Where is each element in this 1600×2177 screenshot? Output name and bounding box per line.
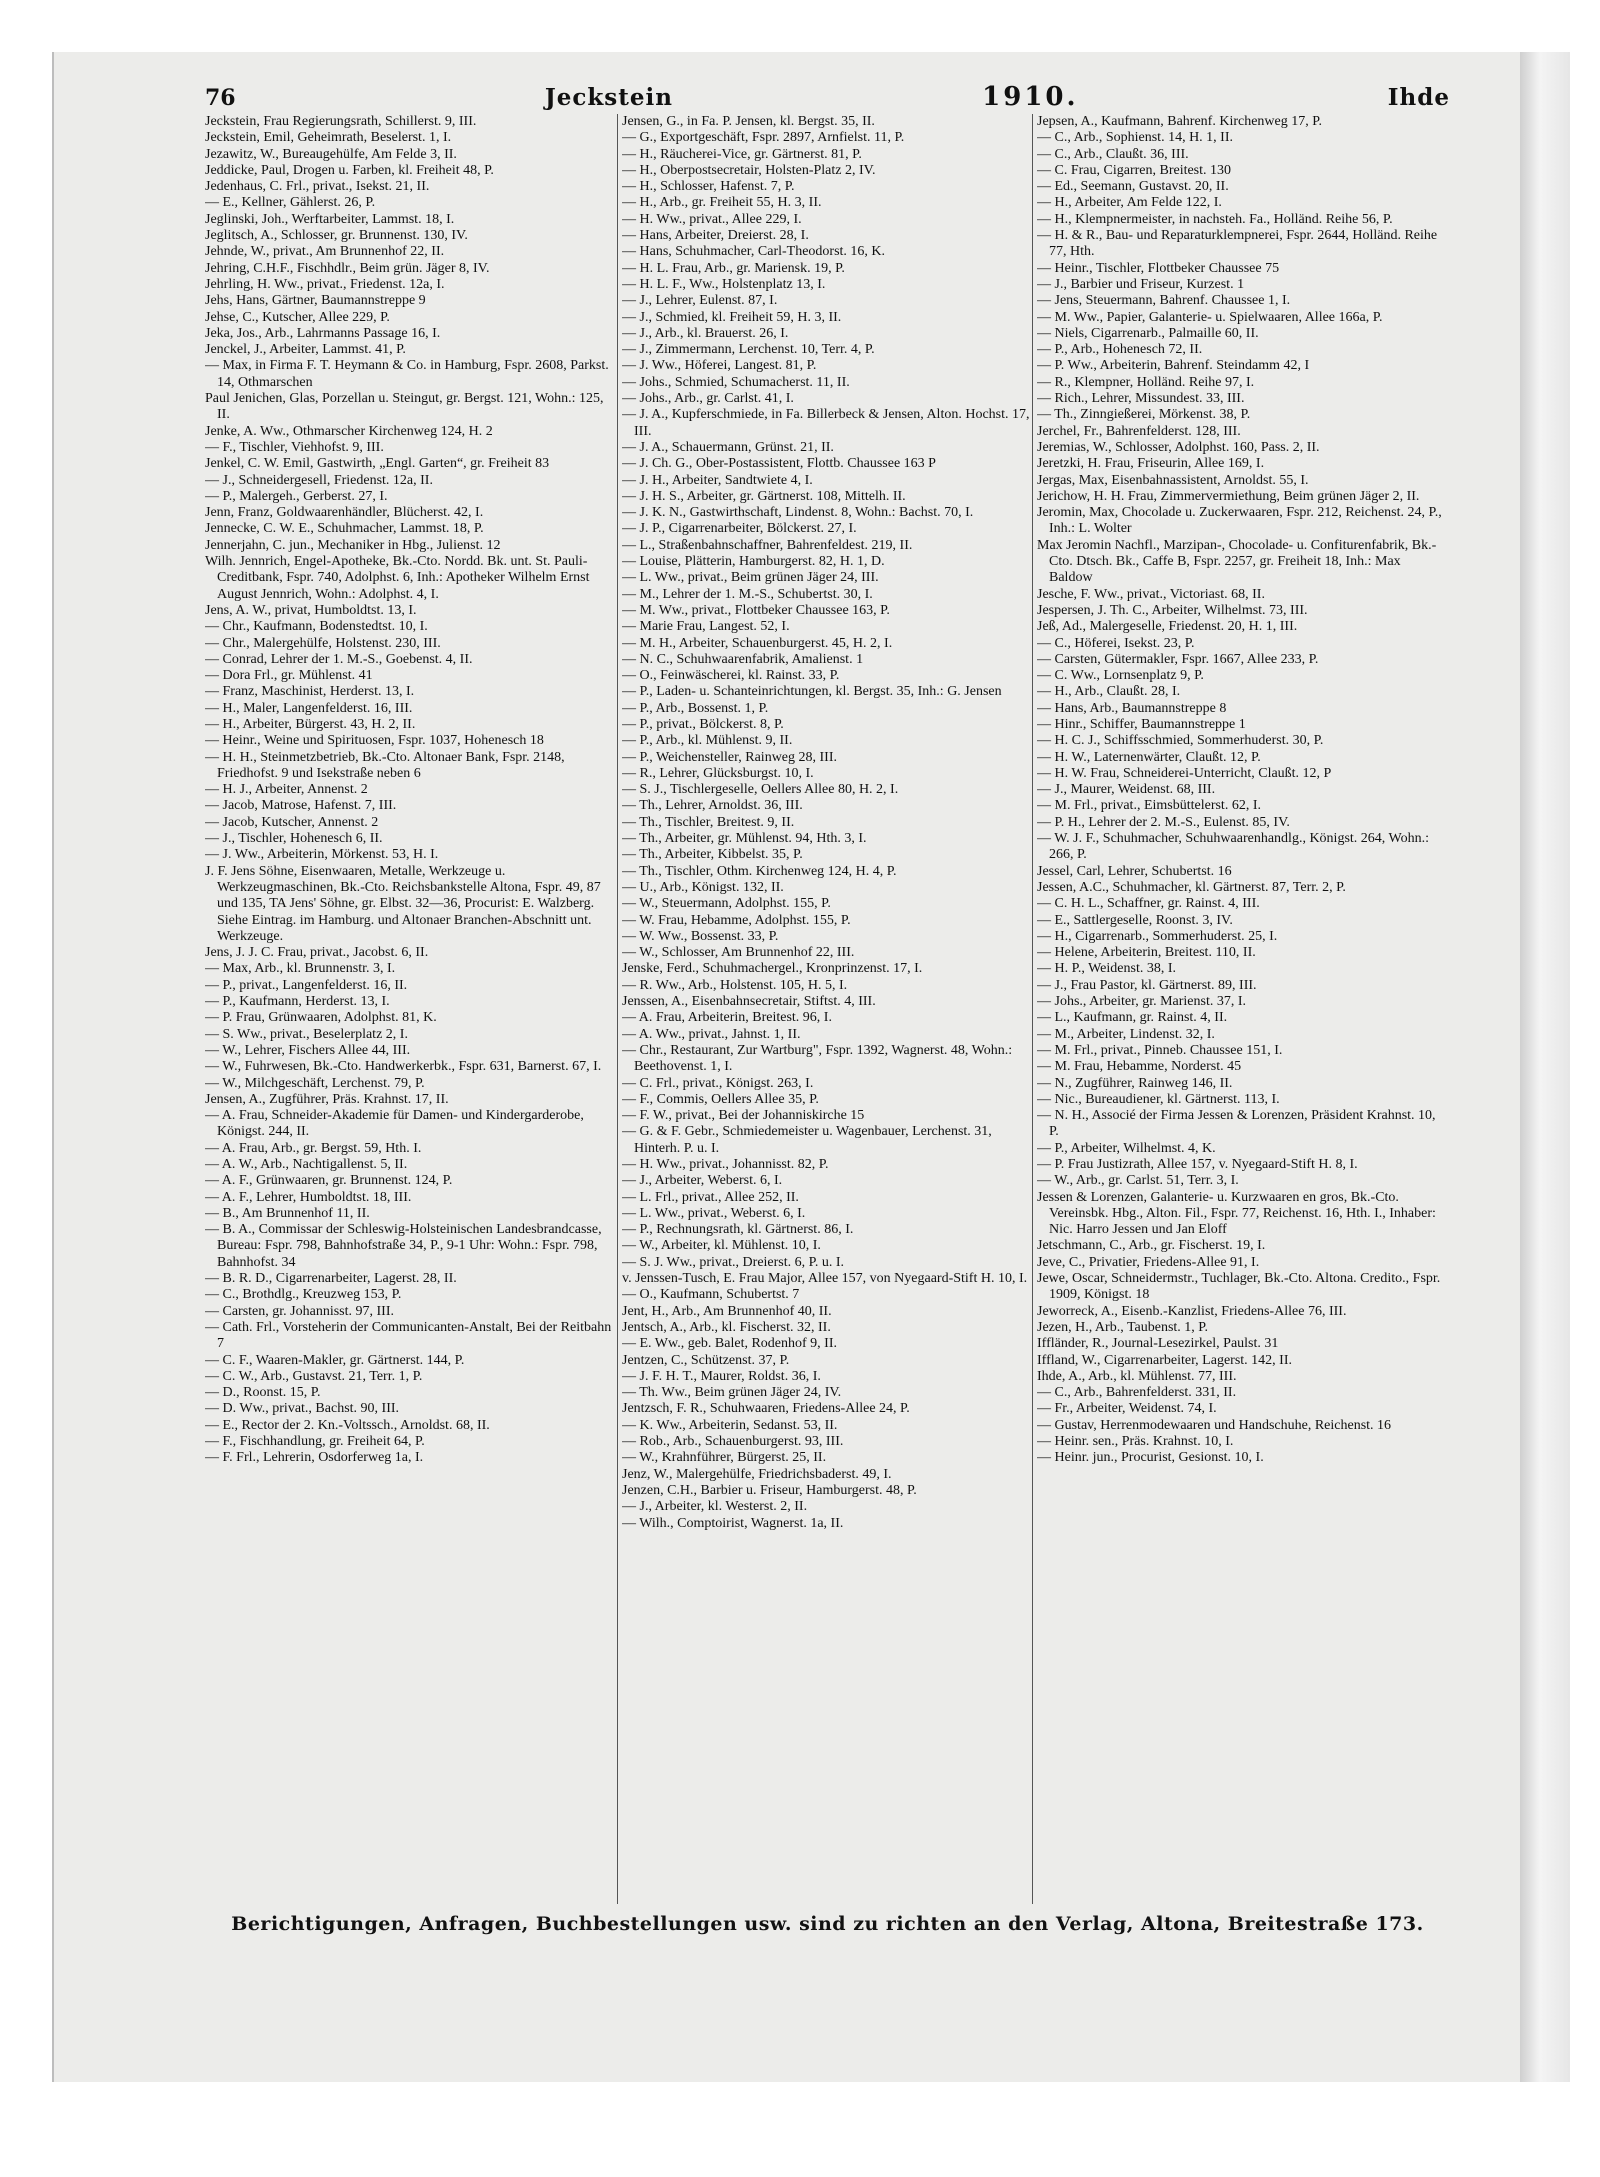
directory-entry: Jeve, C., Privatier, Friedens-Allee 91, I. <box>1037 1254 1260 1270</box>
directory-entry: Jentsch, A., Arb., kl. Fischerst. 32, II. <box>622 1319 831 1335</box>
directory-entry: — R., Lehrer, Glücksburgst. 10, I. <box>622 765 814 781</box>
directory-entry: — Jacob, Kutscher, Annenst. 2 <box>205 814 379 830</box>
directory-entry: — A. Frau, Schneider-Akademie für Damen- und Kindergarderobe, Königst. 244, II. <box>205 1108 584 1140</box>
directory-entry: — Heinr., Tischler, Flottbeker Chaussee 75 <box>1037 260 1280 276</box>
directory-entry: — W., Lehrer, Fischers Allee 44, III. <box>205 1042 411 1058</box>
binding-edge <box>1520 52 1570 2082</box>
directory-entry: — L. Ww., privat., Weberst. 6, I. <box>622 1205 806 1221</box>
directory-entry: — L. Frl., privat., Allee 252, II. <box>622 1189 799 1205</box>
directory-entry: Jespersen, J. Th. C., Arbeiter, Wilhelmst. 73, III. <box>1037 602 1308 618</box>
directory-entry: — Dora Frl., gr. Mühlenst. 41 <box>205 668 373 684</box>
directory-entry: — H. L. F., Ww., Holstenplatz 13, I. <box>622 276 826 292</box>
directory-entry: — C., Arb., Claußt. 36, III. <box>1037 146 1189 162</box>
directory-entry: — J., Lehrer, Eulenst. 87, I. <box>622 293 778 309</box>
directory-entry: — E. Ww., geb. Balet, Rodenhof 9, II. <box>622 1336 838 1352</box>
directory-entry: — M., Arbeiter, Lindenst. 32, I. <box>1037 1026 1215 1042</box>
directory-entry: — O., Kaufmann, Schubertst. 7 <box>622 1287 800 1303</box>
directory-entry: — R. Ww., Arb., Holstenst. 105, H. 5, I. <box>622 977 848 993</box>
directory-entry: — C., Arb., Sophienst. 14, H. 1, II. <box>1037 130 1233 146</box>
directory-entry: — P., privat., Bölckerst. 8, P. <box>622 716 784 732</box>
directory-entry: — G. & F. Gebr., Schmiedemeister u. Wagenbauer, Lerchenst. 31, Hinterh. P. u. I. <box>622 1124 992 1156</box>
directory-column-3 <box>1037 114 1447 1904</box>
directory-entry: v. Jenssen-Tusch, E. Frau Major, Allee 157, von Nyegaard-Stift H. 10, I. <box>622 1271 1028 1287</box>
directory-entry: — M., Lehrer der 1. M.-S., Schubertst. 30, I. <box>622 586 873 602</box>
directory-entry: Jennecke, C. W. E., Schuhmacher, Lammst. 18, P. <box>205 521 484 537</box>
directory-entry: Jenz, W., Malergehülfe, Friedrichsbaderst. 49, I. <box>622 1466 892 1482</box>
directory-entry: — H. H., Steinmetzbetrieb, Bk.-Cto. Altonaer Bank, Fspr. 2148, Friedhofst. 9 und Isekstraße neben 6 <box>205 749 565 781</box>
directory-entry: — A. F., Grünwaaren, gr. Brunnenst. 124, P. <box>205 1173 453 1189</box>
directory-entry: — M. Ww., privat., Flottbeker Chaussee 163, P. <box>622 602 890 618</box>
directory-entry: Jerichow, H. H. Frau, Zimmervermiethung, Beim grünen Jäger 2, II. <box>1037 488 1420 504</box>
directory-entry: — L. Ww., privat., Beim grünen Jäger 24, III. <box>622 570 879 586</box>
directory-entry: — P., Malergeh., Gerberst. 27, I. <box>205 488 388 504</box>
directory-entry: Jeglinski, Joh., Werftarbeiter, Lammst. 18, I. <box>205 211 455 227</box>
directory-entry: Jetschmann, C., Arb., gr. Fischerst. 19, I. <box>1037 1238 1266 1254</box>
directory-entry: — W., Schlosser, Am Brunnenhof 22, III. <box>622 945 855 961</box>
directory-entry: Jesche, F. Ww., privat., Victoriast. 68, II. <box>1037 586 1265 602</box>
directory-entry: Jens, J. J. C. Frau, privat., Jacobst. 6, II. <box>205 945 429 961</box>
directory-entry: — W., Krahnführer, Bürgerst. 25, II. <box>622 1450 827 1466</box>
directory-entry: — Jacob, Matrose, Hafenst. 7, III. <box>205 798 397 814</box>
directory-column-2 <box>622 114 1032 1904</box>
column-divider <box>617 114 618 1904</box>
directory-entry: — Jens, Steuermann, Bahrenf. Chaussee 1, I. <box>1037 293 1291 309</box>
directory-entry: Jehse, C., Kutscher, Allee 229, P. <box>205 309 390 325</box>
directory-entry: Jehs, Hans, Gärtner, Baumannstreppe 9 <box>205 293 426 309</box>
directory-entry: — B. R. D., Cigarrenarbeiter, Lagerst. 28, II. <box>205 1271 457 1287</box>
directory-entry: — U., Arb., Königst. 132, II. <box>622 879 784 895</box>
page-header <box>205 82 1450 112</box>
directory-entry: Jenssen, A., Eisenbahnsecretair, Stiftst. 4, III. <box>622 994 876 1010</box>
directory-entry: — A. Frau, Arb., gr. Bergst. 59, Hth. I. <box>205 1140 422 1156</box>
directory-entry: — Max, Arb., kl. Brunnenstr. 3, I. <box>205 961 396 977</box>
directory-entry: — C. Ww., Lornsenplatz 9, P. <box>1037 668 1204 684</box>
directory-entry: — M. Frl., privat., Eimsbüttelerst. 62, I. <box>1037 798 1261 814</box>
directory-entry: — A. Frau, Arbeiterin, Breitest. 96, I. <box>622 1010 832 1026</box>
column-divider <box>1032 114 1033 1904</box>
directory-entry: — P., privat., Langenfelderst. 16, II. <box>205 977 408 993</box>
directory-entry: Jeretzki, H. Frau, Friseurin, Allee 169, I. <box>1037 456 1265 472</box>
directory-entry: Jenckel, J., Arbeiter, Lammst. 41, P. <box>205 342 406 358</box>
directory-entry: — J., Tischler, Hohenesch 6, II. <box>205 831 383 847</box>
directory-entry: — J. K. N., Gastwirthschaft, Lindenst. 8, Wohn.: Bachst. 70, I. <box>622 505 974 521</box>
directory-entry: — Chr., Restaurant, Zur Wartburg", Fspr. 1392, Wagnerst. 48, Wohn.: Beethovenst. 1, I. <box>622 1042 1013 1075</box>
directory-entry: — J. P., Cigarrenarbeiter, Bölckerst. 27, I. <box>622 521 857 537</box>
directory-entry: — Niels, Cigarrenarb., Palmaille 60, II. <box>1037 325 1259 341</box>
directory-entry: — Hans, Arbeiter, Dreierst. 28, I. <box>622 228 809 244</box>
directory-entry: Wilh. Jennrich, Engel-Apotheke, Bk.-Cto. Nordd. Bk. unt. St. Pauli-Creditbank, Fspr. 740, Adolphst. 6, Inh.: Apotheker Wilhelm Ernst August Jennrich, Wohn.: Adolphst. 4, I. <box>205 554 590 602</box>
directory-entry: — Cath. Frl., Vorsteherin der Communicanten-Anstalt, Bei der Reitbahn 7 <box>205 1319 612 1352</box>
directory-entry: — H., Arbeiter, Am Felde 122, I. <box>1037 195 1222 211</box>
directory-entry: — C. W., Arb., Gustavst. 21, Terr. 1, P. <box>205 1368 423 1384</box>
directory-entry: Jehrling, H. Ww., privat., Friedenst. 12a, I. <box>205 276 445 292</box>
directory-entry: Jentzsch, F. R., Schuhwaaren, Friedens-Allee 24, P. <box>622 1401 910 1417</box>
directory-entry: — Louise, Plätterin, Hamburgerst. 82, H. 1, D. <box>622 554 885 570</box>
publisher-footer: Berichtigungen, Anfragen, Buchbestellungen usw. sind zu richten an den Verlag, Altona, Breitestraße 173. <box>231 1913 1424 1935</box>
directory-entry: — H., Arbeiter, Bürgerst. 43, H. 2, II. <box>205 716 416 732</box>
directory-entry: — Heinr. jun., Procurist, Gesionst. 10, I. <box>1037 1450 1264 1466</box>
directory-entry: — F., Commis, Oellers Allee 35, P. <box>622 1091 819 1107</box>
directory-entry: — L., Straßenbahnschaffner, Bahrenfeldest. 219, II. <box>622 537 913 553</box>
directory-entry: — J., Barbier und Friseur, Kurzest. 1 <box>1037 276 1245 292</box>
header-right-word: Ihde <box>1387 84 1450 111</box>
header-left-word: Jeckstein <box>544 84 673 111</box>
directory-entry: Jeglitsch, A., Schlosser, gr. Brunnenst. 130, IV. <box>205 228 468 244</box>
directory-entry: — Ed., Seemann, Gustavst. 20, II. <box>1037 179 1229 195</box>
directory-entry: — F. Frl., Lehrerin, Osdorferweg 1a, I. <box>205 1450 424 1466</box>
page-number: 76 <box>205 85 236 111</box>
directory-entry: — W. Frau, Hebamme, Adolphst. 155, P. <box>622 912 851 928</box>
directory-entry: — Th., Tischler, Othm. Kirchenweg 124, H. 4, P. <box>622 863 897 879</box>
directory-entry: — H. W. Frau, Schneiderei-Unterricht, Claußt. 12, P <box>1037 765 1332 781</box>
directory-entry: Jeka, Jos., Arb., Lahrmanns Passage 16, I. <box>205 325 441 341</box>
directory-entry: — N. H., Associé der Firma Jessen & Lorenzen, Präsident Krahnst. 10, P. <box>1037 1108 1436 1140</box>
directory-entry: — Carsten, Gütermakler, Fspr. 1667, Allee 233, P. <box>1037 651 1319 667</box>
directory-entry: Jergas, Max, Eisenbahnassistent, Arnoldst. 55, I. <box>1037 472 1309 488</box>
directory-entry: — J., Schmied, kl. Freiheit 59, H. 3, II. <box>622 309 842 325</box>
directory-entry: — Max, in Firma F. T. Heymann & Co. in Hamburg, Fspr. 2608, Parkst. 14, Othmarschen <box>205 358 609 390</box>
directory-entry: Jeromin, Max, Chocolade u. Zuckerwaaren, Fspr. 212, Reichenst. 24, P., Inh.: L. Wolter <box>1037 505 1442 537</box>
directory-entry: — P., Weichensteller, Rainweg 28, III. <box>622 749 838 765</box>
directory-entry: Jentzen, C., Schützenst. 37, P. <box>622 1352 790 1368</box>
directory-entry: — H., Arb., Claußt. 28, I. <box>1037 684 1181 700</box>
directory-entry: — Johs., Arb., gr. Carlst. 41, I. <box>622 391 794 407</box>
directory-entry: — J. H. S., Arbeiter, gr. Gärtnerst. 108, Mittelh. II. <box>622 488 906 504</box>
directory-entry: — E., Kellner, Gählerst. 26, P. <box>205 195 376 211</box>
directory-entry: Iffländer, R., Journal-Lesezirkel, Paulst. 31 <box>1037 1336 1279 1352</box>
directory-entry: Jessen & Lorenzen, Galanterie- u. Kurzwaaren en gros, Bk.-Cto. Vereinsbk. Hbg., Alton. Fil., Fspr. 77, Reichenst. 16, Hth. I., Inhaber: Nic. Harro Jessen und Jan Eloff <box>1037 1189 1436 1238</box>
directory-entry: — Heinr. sen., Präs. Krahnst. 10, I. <box>1037 1434 1234 1450</box>
directory-entry: Jens, A. W., privat, Humboldtst. 13, I. <box>205 602 417 618</box>
directory-entry: — Th., Zinngießerei, Mörkenst. 38, P. <box>1037 407 1251 423</box>
directory-entry: — H., Räucherei-Vice, gr. Gärtnerst. 81, P. <box>622 146 862 162</box>
directory-entry: — Nic., Bureaudiener, kl. Gärtnerst. 113, I. <box>1037 1091 1280 1107</box>
header-year: 1910. <box>982 82 1079 112</box>
directory-entry: — J., Arbeiter, kl. Westerst. 2, II. <box>622 1499 808 1515</box>
directory-entry: — Gustav, Herrenmodewaaren und Handschuhe, Reichenst. 16 <box>1037 1417 1392 1433</box>
directory-entry: — Hans, Schuhmacher, Carl-Theodorst. 16, K. <box>622 244 886 260</box>
directory-entry: Jenkel, C. W. Emil, Gastwirth, „Engl. Garten“, gr. Freiheit 83 <box>205 456 550 472</box>
directory-entry: — P., Kaufmann, Herderst. 13, I. <box>205 994 390 1010</box>
directory-entry: — Johs., Arbeiter, gr. Marienst. 37, I. <box>1037 994 1247 1010</box>
directory-entry: — P., Arbeiter, Wilhelmst. 4, K. <box>1037 1140 1216 1156</box>
directory-entry: — J. Ww., Arbeiterin, Mörkenst. 53, H. I. <box>205 847 439 863</box>
directory-entry: — C., Höferei, Isekst. 23, P. <box>1037 635 1195 651</box>
directory-entry: — P., Rechnungsrath, kl. Gärtnerst. 86, I. <box>622 1222 854 1238</box>
directory-entry: — P., Laden- u. Schanteinrichtungen, kl. Bergst. 35, Inh.: G. Jensen <box>622 684 1002 700</box>
directory-entry: — E., Sattlergeselle, Roonst. 3, IV. <box>1037 912 1233 928</box>
directory-entry: — Franz, Maschinist, Herderst. 13, I. <box>205 684 415 700</box>
directory-entry: — W. J. F., Schuhmacher, Schuhwaarenhandlg., Königst. 264, Wohn.: 266, P. <box>1037 831 1430 863</box>
directory-entry: Iffland, W., Cigarrenarbeiter, Lagerst. 142, II. <box>1037 1352 1292 1368</box>
directory-entry: — J. Ch. G., Ober-Postassistent, Flottb. Chaussee 163 P <box>622 456 936 472</box>
directory-entry: — H., Maler, Langenfelderst. 16, III. <box>205 700 413 716</box>
directory-entry: — N., Zugführer, Rainweg 146, II. <box>1037 1075 1233 1091</box>
directory-entry: — Rob., Arb., Schauenburgerst. 93, III. <box>622 1434 844 1450</box>
directory-entry: Jehring, C.H.F., Fischhdlr., Beim grün. Jäger 8, IV. <box>205 260 490 276</box>
directory-entry: Jeckstein, Emil, Geheimrath, Beselerst. 1, I. <box>205 130 452 146</box>
directory-entry: — F., Fischhandlung, gr. Freiheit 64, P. <box>205 1434 425 1450</box>
directory-entry: — F. W., privat., Bei der Johanniskirche 15 <box>622 1108 865 1124</box>
directory-entry: — H., Klempnermeister, in nachsteh. Fa., Holländ. Reihe 56, P. <box>1037 211 1393 227</box>
directory-entry: — H. Ww., privat., Johannisst. 82, P. <box>622 1157 829 1172</box>
directory-entry: Jerchel, Fr., Bahrenfelderst. 128, III. <box>1037 423 1241 439</box>
directory-entry: — H. P., Weidenst. 38, I. <box>1037 961 1177 977</box>
directory-entry: — M. Frl., privat., Pinneb. Chaussee 151, I. <box>1037 1042 1283 1058</box>
directory-entry: — J., Arb., kl. Brauerst. 26, I. <box>622 325 789 341</box>
directory-entry: — S. Ww., privat., Beselerplatz 2, I. <box>205 1026 408 1042</box>
directory-entry: — N. C., Schuhwaarenfabrik, Amalienst. 1 <box>622 651 864 667</box>
directory-entry: — J., Frau Pastor, kl. Gärtnerst. 89, III. <box>1037 977 1257 993</box>
directory-entry: — Chr., Kaufmann, Bodenstedtst. 10, I. <box>205 619 428 635</box>
directory-entry: — C., Arb., Bahrenfelderst. 331, II. <box>1037 1385 1237 1401</box>
directory-entry: — O., Feinwäscherei, kl. Rainst. 33, P. <box>622 668 840 684</box>
directory-column-1 <box>205 114 615 1904</box>
directory-entry: — Chr., Malergehülfe, Holstenst. 230, III. <box>205 635 441 651</box>
directory-entry: Ihde, A., Arb., kl. Mühlenst. 77, III. <box>1037 1368 1237 1384</box>
directory-entry: Jeremias, W., Schlosser, Adolphst. 160, Pass. 2, II. <box>1037 439 1320 455</box>
directory-entry: — K. Ww., Arbeiterin, Sedanst. 53, II. <box>622 1417 838 1433</box>
directory-entry: — C. Frl., privat., Königst. 263, I. <box>622 1075 814 1091</box>
directory-entry: — J. A., Kupferschmiede, in Fa. Billerbeck & Jensen, Alton. Hochst. 17, III. <box>622 407 1030 439</box>
directory-entry: — M. Frau, Hebamme, Norderst. 45 <box>1037 1059 1242 1075</box>
directory-entry: — Th., Lehrer, Arnoldst. 36, III. <box>622 798 803 814</box>
directory-entry: Jeworreck, A., Eisenb.-Kanzlist, Friedens-Allee 76, III. <box>1037 1303 1347 1319</box>
directory-entry: — B. A., Commissar der Schleswig-Holsteinischen Landesbrandcasse, Bureau: Fspr. 798, Bahnhofstraße 34, P., 9-1 Uhr: Wohn.: Fspr. 798, Bahnhofst. 34 <box>205 1222 602 1270</box>
directory-entry: — P. Frau, Grünwaaren, Adolphst. 81, K. <box>205 1010 437 1026</box>
directory-entry: Jeckstein, Frau Regierungsrath, Schillerst. 9, III. <box>205 114 477 129</box>
directory-entry: Jennerjahn, C. jun., Mechaniker in Hbg., Julienst. 12 <box>205 537 501 553</box>
directory-entry: — H. & R., Bau- und Reparaturklempnerei, Fspr. 2644, Holländ. Reihe 77, Hth. <box>1037 228 1438 260</box>
directory-entry: — Carsten, gr. Johannisst. 97, III. <box>205 1303 394 1319</box>
directory-entry: — Johs., Schmied, Schumacherst. 11, II. <box>622 374 850 390</box>
directory-entry: — P., Arb., Bossenst. 1, P. <box>622 700 769 716</box>
directory-entry: — J. F. H. T., Maurer, Roldst. 36, I. <box>622 1368 821 1384</box>
directory-entry: J. F. Jens Söhne, Eisenwaaren, Metalle, Werkzeuge u. Werkzeugmaschinen, Bk.-Cto. Reichsbankstelle Altona, Fspr. 49, 87 und 135, TA Jens' Söhne, gr. Elbst. 32—36, Procurist: E. Walzberg. Siehe Eintrag. im Hamburg. und Altonaer Branchen-Abschnitt unt. Werkzeuge. <box>205 863 601 944</box>
directory-entry: — D., Roonst. 15, P. <box>205 1385 321 1401</box>
directory-entry: — H. W., Laternenwärter, Claußt. 12, P. <box>1037 749 1261 765</box>
directory-entry: Jenke, A. Ww., Othmarscher Kirchenweg 124, H. 2 <box>205 423 493 439</box>
directory-entry: — P., Arb., Hohenesch 72, II. <box>1037 342 1203 358</box>
directory-entry: — D. Ww., privat., Bachst. 90, III. <box>205 1401 400 1417</box>
directory-entry: — J. H., Arbeiter, Sandtwiete 4, I. <box>622 472 813 488</box>
directory-entry: Jent, H., Arb., Am Brunnenhof 40, II. <box>622 1303 832 1319</box>
directory-entry: — M. Ww., Papier, Galanterie- u. Spielwaaren, Allee 166a, P. <box>1037 309 1383 325</box>
directory-entry: Jezen, H., Arb., Taubenst. 1, P. <box>1037 1319 1209 1335</box>
directory-entry: Jepsen, A., Kaufmann, Bahrenf. Kirchenweg 17, P. <box>1037 114 1322 129</box>
directory-entry: — P. Ww., Arbeiterin, Bahrenf. Steindamm 42, I <box>1037 358 1310 374</box>
directory-entry: — B., Am Brunnenhof 11, II. <box>205 1205 370 1221</box>
directory-entry: Jedenhaus, C. Frl., privat., Isekst. 21, II. <box>205 179 430 195</box>
directory-entry: Jeddicke, Paul, Drogen u. Farben, kl. Freiheit 48, P. <box>205 162 494 178</box>
directory-entry: — W. Ww., Bossenst. 33, P. <box>622 928 779 944</box>
directory-entry: — W., Arb., gr. Carlst. 51, Terr. 3, I. <box>1037 1173 1239 1189</box>
directory-entry: Jenn, Franz, Goldwaarenhändler, Blücherst. 42, I. <box>205 505 484 521</box>
directory-entry: Jewe, Oscar, Schneidermstr., Tuchlager, Bk.-Cto. Altona. Credito., Fspr. 1909, Königst. 18 <box>1037 1271 1441 1303</box>
directory-entry: — H. J., Arbeiter, Annenst. 2 <box>205 782 368 798</box>
directory-entry: — H., Arb., gr. Freiheit 55, H. 3, II. <box>622 195 822 211</box>
directory-entry: — W., Milchgeschäft, Lerchenst. 79, P. <box>205 1075 425 1091</box>
directory-entry: — P., Arb., kl. Mühlenst. 9, II. <box>622 733 793 749</box>
directory-entry: — H., Cigarrenarb., Sommerhuderst. 25, I. <box>1037 928 1278 944</box>
directory-entry: — Th., Tischler, Breitest. 9, II. <box>622 814 795 830</box>
directory-entry: — Hans, Arb., Baumannstreppe 8 <box>1037 700 1227 716</box>
directory-entry: — J., Arbeiter, Weberst. 6, I. <box>622 1173 783 1189</box>
directory-entry: — W., Fuhrwesen, Bk.-Cto. Handwerkerbk., Fspr. 631, Barnerst. 67, I. <box>205 1059 602 1075</box>
directory-entry: Jessen, A.C., Schuhmacher, kl. Gärtnerst. 87, Terr. 2, P. <box>1037 879 1346 895</box>
directory-entry: — W., Steuermann, Adolphst. 155, P. <box>622 896 831 912</box>
directory-entry: Jessel, Carl, Lehrer, Schubertst. 16 <box>1037 863 1232 879</box>
directory-entry: — G., Exportgeschäft, Fspr. 2897, Arnfielst. 11, P. <box>622 130 905 146</box>
directory-entry: — Fr., Arbeiter, Weidenst. 74, I. <box>1037 1401 1217 1417</box>
directory-entry: Jensen, A., Zugführer, Präs. Krahnst. 17, II. <box>205 1091 449 1107</box>
directory-entry: — Wilh., Comptoirist, Wagnerst. 1a, II. <box>622 1515 844 1531</box>
directory-entry: — J., Zimmermann, Lerchenst. 10, Terr. 4, P. <box>622 342 875 358</box>
directory-entry: Jeß, Ad., Malergeselle, Friedenst. 20, H. 1, III. <box>1037 619 1298 635</box>
directory-entry: — J., Maurer, Weidenst. 68, III. <box>1037 782 1216 798</box>
directory-entry: — A. Ww., privat., Jahnst. 1, II. <box>622 1026 801 1042</box>
directory-entry: — Hinr., Schiffer, Baumannstreppe 1 <box>1037 716 1246 732</box>
directory-entry: — H. C. J., Schiffsschmied, Sommerhuderst. 30, P. <box>1037 733 1324 749</box>
directory-entry: — Helene, Arbeiterin, Breitest. 110, II. <box>1037 945 1256 961</box>
directory-entry: Jehnde, W., privat., Am Brunnenhof 22, II. <box>205 244 445 260</box>
directory-entry: — C. F., Waaren-Makler, gr. Gärtnerst. 144, P. <box>205 1352 465 1368</box>
directory-entry: — Rich., Lehrer, Missundest. 33, III. <box>1037 391 1245 407</box>
directory-entry: — Th., Arbeiter, Kibbelst. 35, P. <box>622 847 803 863</box>
directory-entry: — Heinr., Weine und Spirituosen, Fspr. 1037, Hohenesch 18 <box>205 733 544 749</box>
directory-entry: — J. A., Schauermann, Grünst. 21, II. <box>622 439 834 455</box>
directory-entry: — P. H., Lehrer der 2. M.-S., Eulenst. 85, IV. <box>1037 814 1290 830</box>
directory-entry: — F., Tischler, Viehhofst. 9, III. <box>205 439 384 455</box>
directory-entry: — Marie Frau, Langest. 52, I. <box>622 619 790 635</box>
directory-entry: — H. L. Frau, Arb., gr. Mariensk. 19, P. <box>622 260 845 276</box>
directory-entry: Jezawitz, W., Bureaugehülfe, Am Felde 3, II. <box>205 146 457 162</box>
directory-entry: — S. J. Ww., privat., Dreierst. 6, P. u. I. <box>622 1254 845 1270</box>
directory-entry: — S. J., Tischlergeselle, Oellers Allee 80, H. 2, I. <box>622 782 899 798</box>
directory-entry: — A. F., Lehrer, Humboldtst. 18, III. <box>205 1189 412 1205</box>
directory-entry: — M. H., Arbeiter, Schauenburgerst. 45, H. 2, I. <box>622 635 893 651</box>
directory-entry: — J., Schneidergesell, Friedenst. 12a, II. <box>205 472 433 488</box>
directory-entry: — P. Frau Justizrath, Allee 157, v. Nyegaard-Stift H. 8, I. <box>1037 1157 1358 1172</box>
directory-entry: Jenzen, C.H., Barbier u. Friseur, Hamburgerst. 48, P. <box>622 1482 917 1498</box>
directory-entry: Paul Jenichen, Glas, Porzellan u. Steingut, gr. Bergst. 121, Wohn.: 125, II. <box>205 391 604 423</box>
directory-entry: Jenske, Ferd., Schuhmachergel., Kronprinzenst. 17, I. <box>622 961 923 977</box>
directory-entry: — E., Rector der 2. Kn.-Voltssch., Arnoldst. 68, II. <box>205 1417 490 1433</box>
directory-entry: — R., Klempner, Holländ. Reihe 97, I. <box>1037 374 1255 390</box>
directory-entry: — Th. Ww., Beim grünen Jäger 24, IV. <box>622 1385 842 1401</box>
directory-entry: — H., Oberpostsecretair, Holsten-Platz 2, IV. <box>622 162 876 178</box>
directory-entry: — Th., Arbeiter, gr. Mühlenst. 94, Hth. 3, I. <box>622 831 867 847</box>
directory-entry: — J. Ww., Höferei, Langest. 81, P. <box>622 358 817 374</box>
directory-entry: Jensen, G., in Fa. P. Jensen, kl. Bergst. 35, II. <box>622 114 875 129</box>
directory-entry: — H., Schlosser, Hafenst. 7, P. <box>622 179 795 195</box>
directory-entry: — C. H. L., Schaffner, gr. Rainst. 4, III. <box>1037 896 1260 912</box>
directory-entry: Max Jeromin Nachfl., Marzipan-, Chocolade- u. Confiturenfabrik, Bk.-Cto. Dtsch. Bk., Caffe B, Fspr. 2257, gr. Freiheit 18, Inh.: Max Baldow <box>1037 537 1437 586</box>
directory-entry: — C., Brothdlg., Kreuzweg 153, P. <box>205 1287 402 1303</box>
directory-entry: — C. Frau, Cigarren, Breitest. 130 <box>1037 162 1232 178</box>
directory-entry: — Conrad, Lehrer der 1. M.-S., Goebenst. 4, II. <box>205 651 473 667</box>
directory-entry: — L., Kaufmann, gr. Rainst. 4, II. <box>1037 1010 1228 1026</box>
directory-entry: — H. Ww., privat., Allee 229, I. <box>622 211 802 227</box>
directory-entry: — W., Arbeiter, kl. Mühlenst. 10, I. <box>622 1238 821 1254</box>
directory-entry: — A. W., Arb., Nachtigallenst. 5, II. <box>205 1157 408 1172</box>
